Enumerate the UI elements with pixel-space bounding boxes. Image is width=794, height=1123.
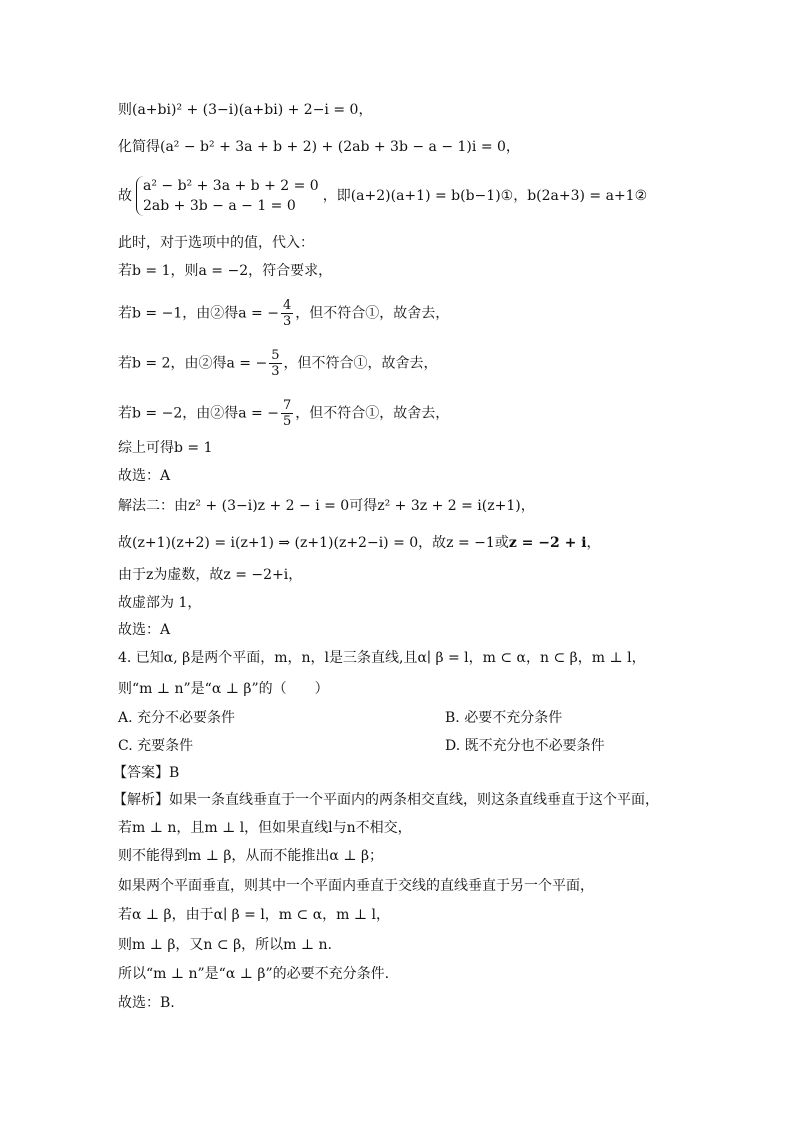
analysis-5: 若α ⊥ β，由于α∣ β = l，m ⊂ α，m ⊥ l，	[118, 907, 390, 923]
line-factor	[118, 533, 601, 553]
fraction-numerator: 5	[271, 348, 280, 363]
line-case-bneg2	[118, 398, 449, 429]
option-d: D. 既不充分也不必要条件	[445, 738, 605, 754]
line-imag-part: 故虚部为 1，	[118, 595, 202, 611]
case-text: 若b = 2，由②得a = −	[118, 355, 268, 372]
case-text: 若b = −2，由②得a = −	[118, 405, 279, 422]
question-4-stem: 4. 已知α, β是两个平面，m，n，l是三条直线,且α∣ β = l，m ⊂ α，n ⊂ β，m ⊥ l，	[118, 650, 646, 666]
line-equation: 则(a+bi)² + (3−i)(a+bi) + 2−i = 0，	[118, 102, 373, 118]
equation-system	[136, 176, 319, 216]
system-suffix: ，即(a+2)(a+1) = b(b−1)①，b(2a+3) = a+1②	[322, 188, 648, 204]
answer-label: 【答案】B	[113, 765, 180, 781]
case-text: ，但不符合①，故舍去，	[295, 305, 450, 322]
analysis-4: 如果两个平面垂直，则其中一个平面内垂直于交线的直线垂直于另一个平面，	[118, 878, 594, 894]
system-eq1: a² − b² + 3a + b + 2 = 0	[143, 178, 319, 194]
line-method2: 解法二：由z² + (3−i)z + 2 − i = 0可得z² + 3z + 2 = i(z+1)，	[118, 498, 535, 514]
fraction-denominator: 3	[271, 364, 280, 379]
fraction	[281, 398, 293, 429]
fraction	[269, 348, 281, 379]
fraction-numerator: 4	[282, 298, 292, 313]
line-case-b1: 若b = 1，则a = −2，符合要求，	[118, 263, 333, 279]
case-text: ，但不符合①，故舍去，	[295, 405, 450, 422]
line-case-bneg1	[118, 298, 449, 329]
system-eq2: 2ab + 3b − a − 1 = 0	[143, 198, 296, 214]
line-choice-a2: 故选：A	[118, 622, 171, 638]
option-c: C. 充要条件	[118, 738, 194, 754]
analysis-6: 则m ⊥ β，又n ⊂ β，所以m ⊥ n.	[118, 937, 332, 953]
factor-text: 故(z+1)(z+2) = i(z+1) ⇒ (z+1)(z+2−i) = 0，故z = −1或	[118, 535, 509, 551]
option-b: B. 必要不充分条件	[445, 710, 563, 726]
case-text: ，但不符合①，故舍去，	[283, 355, 438, 372]
fraction-denominator: 3	[282, 314, 292, 329]
system-prefix: 故	[118, 188, 132, 204]
line-imaginary: 由于z为虚数，故z = −2+i，	[118, 567, 303, 583]
fraction	[281, 298, 293, 329]
line-choice-a: 故选：A	[118, 468, 171, 484]
case-text: 若b = −1，由②得a = −	[118, 305, 279, 322]
option-a: A. 充分不必要条件	[118, 710, 236, 726]
factor-text: ，	[586, 535, 601, 551]
analysis-8: 故选：B.	[118, 995, 175, 1011]
fraction-denominator: 5	[282, 414, 292, 429]
analysis-7: 所以“m ⊥ n”是“α ⊥ β”的必要不充分条件.	[118, 966, 390, 982]
analysis-3: 则不能得到m ⊥ β，从而不能推出α ⊥ β；	[118, 848, 384, 864]
line-case-b2	[118, 348, 438, 379]
fraction-numerator: 7	[282, 398, 292, 413]
analysis-1: 【解析】如果一条直线垂直于一个平面内的两条相交直线，则这条直线垂直于这个平面，	[113, 792, 659, 808]
analysis-2: 若m ⊥ n，且m ⊥ l，但如果直线l与n不相交，	[118, 820, 412, 836]
line-conclusion: 综上可得b = 1	[118, 440, 213, 456]
line-simplified: 化简得(a² − b² + 3a + b + 2) + (2ab + 3b − a − 1)i = 0，	[118, 139, 520, 155]
question-4-ask: 则“m ⊥ n”是“α ⊥ β”的（ ）	[118, 681, 329, 697]
line-substitute: 此时，对于选项中的值，代入：	[118, 235, 314, 251]
factor-root: z = −2 + i	[508, 535, 587, 551]
line-system	[118, 176, 647, 216]
